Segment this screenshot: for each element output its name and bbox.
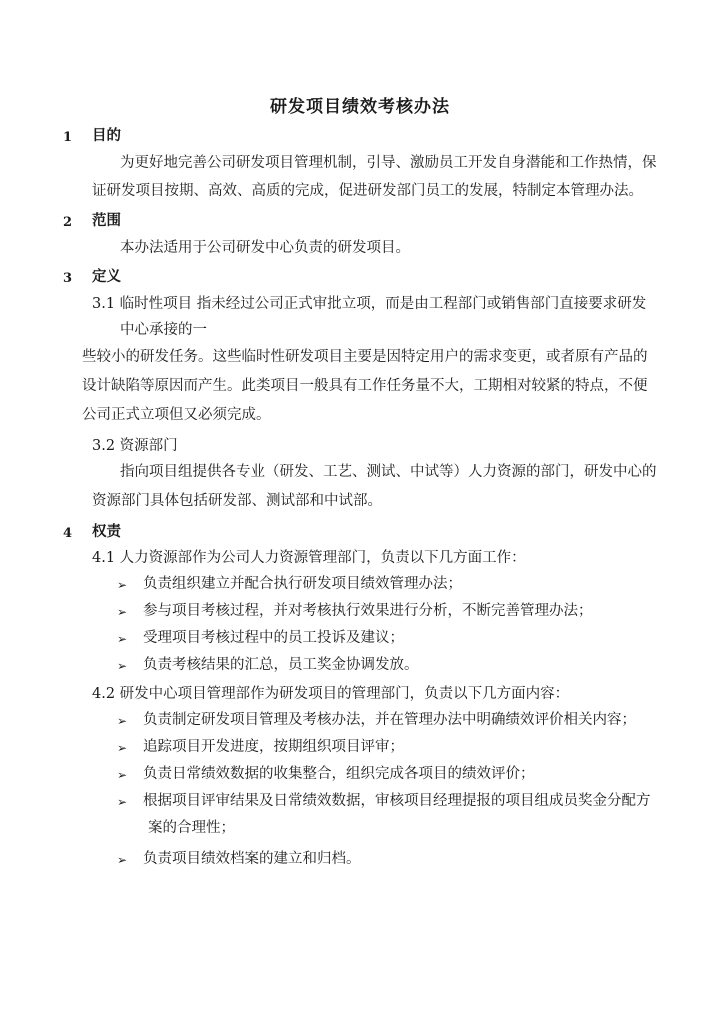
- section-3-2-heading: 3.2 资源部门: [92, 438, 178, 454]
- section-3-number: 3: [63, 271, 73, 286]
- section-4-2-heading: 4.2 研发中心项目管理部作为研发项目的管理部门，负责以下几方面内容：: [92, 686, 570, 702]
- section-2-heading: 范围: [92, 212, 121, 229]
- section-4-2-bullet-1: 负责制定研发项目管理及考核办法，并在管理办法中明确绩效评价相关内容；: [143, 712, 636, 728]
- bullet-arrow-icon: ➢: [117, 853, 128, 867]
- bullet-arrow-icon: ➢: [117, 795, 128, 809]
- section-4-2-bullet-2: 追踪项目开发进度，按期组织项目评审；: [143, 739, 404, 755]
- section-1-line-2: 证研发项目按期、高效、高质的完成，促进研发部门员工的发展，特制定本管理办法。: [92, 183, 643, 199]
- section-4-heading: 权责: [92, 523, 121, 540]
- section-1-number: 1: [63, 130, 73, 145]
- bullet-arrow-icon: ➢: [117, 714, 128, 728]
- bullet-arrow-icon: ➢: [117, 605, 128, 619]
- section-3-2-line-1: 指向项目组提供各专业（研发、工艺、测试、中试等）人力资源的部门，研发中心的: [120, 464, 657, 480]
- bullet-arrow-icon: ➢: [117, 659, 128, 673]
- document-title: 研发项目绩效考核办法: [270, 97, 450, 117]
- section-3-1-line-1: 3.1 临时性项目 指未经过公司正式审批立项，而是由工程部门或销售部门直接要求研发: [92, 296, 647, 312]
- section-4-1-bullet-4: 负责考核结果的汇总，员工奖金协调发放。: [143, 657, 419, 673]
- section-4-number: 4: [63, 526, 73, 541]
- section-4-2-bullet-4-cont: 案的合理性；: [148, 820, 235, 836]
- section-1-heading: 目的: [92, 127, 121, 144]
- section-3-1-line-2: 中心承接的一: [120, 322, 207, 338]
- bullet-arrow-icon: ➢: [117, 741, 128, 755]
- bullet-arrow-icon: ➢: [117, 632, 128, 646]
- bullet-arrow-icon: ➢: [117, 578, 128, 592]
- section-4-1-bullet-2: 参与项目考核过程，并对考核执行效果进行分析，不断完善管理办法；: [143, 603, 593, 619]
- section-4-2-bullet-5: 负责项目绩效档案的建立和归档。: [143, 851, 361, 867]
- section-4-1-bullet-1: 负责组织建立并配合执行研发项目绩效管理办法；: [143, 576, 462, 592]
- section-3-2-line-2: 资源部门具体包括研发部、测试部和中试部。: [92, 493, 382, 509]
- section-3-1-cont-2: 设计缺陷等原因而产生。此类项目一般具有工作任务量不大，工期相对较紧的特点，不便: [82, 378, 648, 394]
- section-3-1-cont-1: 些较小的研发任务。这些临时性研发项目主要是因特定用户的需求变更，或者原有产品的: [82, 349, 648, 365]
- section-3-1-cont-3: 公司正式立项但又必须完成。: [82, 407, 271, 423]
- section-2-line-1: 本办法适用于公司研发中心负责的研发项目。: [120, 240, 410, 256]
- section-4-1-heading: 4.1 人力资源部作为公司人力资源管理部门，负责以下几方面工作：: [92, 550, 526, 566]
- section-4-2-bullet-4: 根据项目评审结果及日常绩效数据，审核项目经理提报的项目组成员奖金分配方: [143, 793, 651, 809]
- section-2-number: 2: [63, 215, 73, 230]
- section-3-heading: 定义: [92, 268, 121, 285]
- section-4-2-bullet-3: 负责日常绩效数据的收集整合，组织完成各项目的绩效评价；: [143, 766, 535, 782]
- section-1-line-1: 为更好地完善公司研发项目管理机制，引导、激励员工开发自身潜能和工作热情，保: [120, 155, 657, 171]
- section-4-1-bullet-3: 受理项目考核过程中的员工投诉及建议；: [143, 630, 404, 646]
- bullet-arrow-icon: ➢: [117, 768, 128, 782]
